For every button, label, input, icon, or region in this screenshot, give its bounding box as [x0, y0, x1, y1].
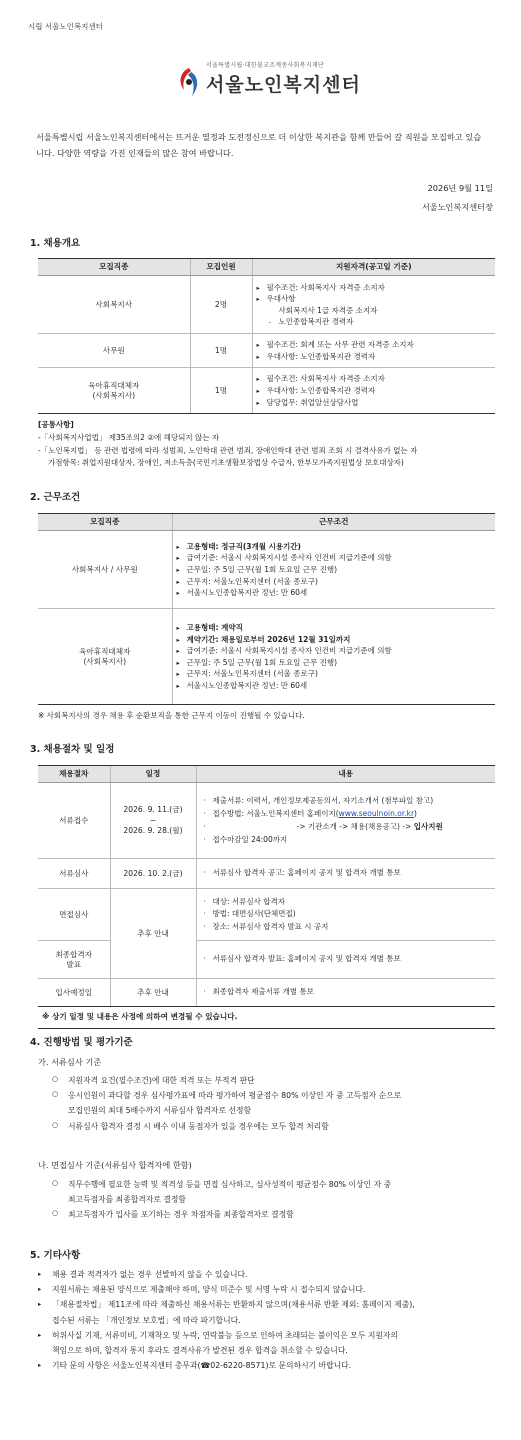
date-end: 2026. 9. 28.(월) — [123, 825, 183, 835]
qual-item: ▸ 필수조건: 사회복지사 자격증 소지자 — [257, 282, 492, 294]
content-item: · 최종합격자 제출서류 개별 통보 — [201, 986, 492, 999]
misc-item: ▸ 「채용절차법」 제11조에 따라 제출하신 채용서류는 반환하지 않으며(채용서류 반환 제외: 홈페이지 제출), — [38, 1297, 495, 1312]
job-label: 육아휴직대체자 — [88, 380, 140, 390]
cond-item: ▸ 고용형태: 계약직 — [177, 622, 492, 634]
cond-item: ▸ 급여기준: 서울시 사회복지시설 종사자 인건비 지급기준에 의함 — [177, 645, 492, 657]
qual-item: ▸ 담당업무: 취업알선상담사업 — [257, 397, 492, 409]
criteria-item: 최고득점자를 최종합격자로 결정함 — [68, 1195, 186, 1205]
criteria-item: ○ 지원자격 요건(필수조건)에 대한 적격 또는 부적격 판단 — [52, 1073, 492, 1088]
table-row — [38, 783, 495, 859]
table-header: 모집직종 — [38, 514, 172, 531]
misc-item: ▸ 기타 문의 사항은 서울노인복지센터 총무과(☎02-6220-8571)로 문의하시기 바랍니다. — [38, 1358, 495, 1373]
table-row — [38, 368, 495, 414]
cond-cell — [172, 531, 495, 609]
cond-item: ▸ 서울시노인종합복지관 정년: 만 60세 — [177, 680, 492, 692]
qual-item: ▸ 필수조건: 사회복지사 자격증 소지자 — [257, 373, 492, 385]
common-notes — [38, 419, 495, 470]
job-cell: 사무원 — [38, 334, 190, 368]
step-cell: 서류접수 — [38, 783, 110, 859]
content-text: ) — [414, 809, 417, 818]
job-cell: 사회복지사 — [38, 276, 190, 334]
notice-signer: 서울노인복지센터장 — [421, 202, 493, 212]
criteria-item: ○ 직무수행에 필요한 능력 및 적격성 등을 면접 심사하고, 심사성적이 평균점수 80% 이상인 자 중 — [52, 1177, 492, 1192]
count-cell: 1명 — [190, 334, 252, 368]
cond-item: ▸ 계약기간: 채용일로부터 2026년 12월 31일까지 — [177, 634, 492, 646]
intro-text: 서울특별시립 서울노인복지센터에서는 뜨거운 열정과 도전정신으로 더 이상한 복지관을 함께 만들어 갈 직원을 모집하고 있습니다. 다양한 역량을 가진 인재들의 많은 참여 바랍니다. — [36, 132, 482, 158]
job-label: 육아휴직대체자 — [79, 646, 131, 656]
table-header: 일정 — [110, 766, 196, 783]
org-label: 시립 서울노인복지센터 — [28, 22, 103, 31]
table-row — [38, 979, 495, 1007]
qual-cell — [252, 276, 495, 334]
subsection-interview: 나. 면접심사 기준(서류심사 합격자에 한함) — [38, 1160, 192, 1170]
document-review-criteria — [52, 1073, 492, 1134]
apply-label: 입사지원 — [413, 821, 443, 831]
job-label-sub: (사회복지사) — [83, 656, 127, 666]
interview-criteria — [52, 1177, 492, 1223]
date-cell — [110, 783, 196, 859]
misc-item: ▸ 채용 결과 적격자가 없는 경우 선발하지 않을 수 있습니다. — [38, 1267, 495, 1282]
criteria-item: ○ 서류심사 합격자 결정 시 배수 이내 동점자가 있을 경우에는 모두 합격 처리함 — [52, 1119, 492, 1134]
cond-cell — [172, 609, 495, 705]
table-header: 모집인원 — [190, 259, 252, 276]
job-cell: 사회복지사 / 사무원 — [38, 531, 172, 609]
step-cell — [38, 941, 110, 979]
step-cell: 입사예정일 — [38, 979, 110, 1007]
count-cell: 1명 — [190, 368, 252, 414]
criteria-item: ○ 최고득점자가 입사를 포기하는 경우 차점자를 최종합격자로 결정함 — [52, 1207, 492, 1222]
content-item: · 방법: 대면심사(단체면접) — [201, 908, 492, 921]
table-row — [38, 889, 495, 941]
common-item: 가점항목: 취업지원대상자, 장애인, 저소득층(국민기초생활보장법상 수급자, 한부모가족지원법상 보호대상자) — [48, 458, 404, 468]
table-row — [38, 859, 495, 889]
table-header: 지원자격(공고일 기준) — [252, 259, 495, 276]
table-header: 내용 — [196, 766, 495, 783]
cond-item: ▸ 급여기준: 서울시 사회복지시설 종사자 인건비 지급기준에 의함 — [177, 552, 492, 564]
qual-item: 사회복지사 1급 자격증 소지자 — [278, 305, 378, 315]
content-cell — [196, 941, 495, 979]
misc-item: 접수된 서류는 「개인정보 보호법」에 따라 파기합니다. — [52, 1315, 241, 1325]
date-start: 2026. 9. 11.(금) — [123, 805, 183, 815]
center-logo — [176, 62, 361, 106]
notice-date: 2026년 9월 11일 — [427, 183, 493, 193]
logo-subtitle: 서울특별시립·대한불교조계종사회복지재단 — [206, 62, 325, 69]
date-separator: ~ — [149, 815, 157, 825]
content-item: · 대상: 서류심사 합격자 — [201, 896, 492, 909]
schedule-note: ※ 상기 일정 및 내용은 사정에 의하여 변경될 수 있습니다. — [38, 1007, 495, 1028]
content-text: -> 기관소개 -> 채용(채용공고) -> — [296, 821, 414, 831]
section-title-evaluation: 4. 진행방법 및 평가기준 — [30, 1037, 133, 1048]
content-item: · 접수마감일 24:00까지 — [201, 834, 492, 847]
cond-item: ▸ 고용형태: 정규직(3개월 시용기간) — [177, 541, 492, 553]
subsection-document-review: 가. 서류심사 기준 — [38, 1057, 102, 1067]
misc-item: 책임으로 하며, 합격자 통지 후라도 결격사유가 발견된 경우 합격을 취소할 수 있습니다. — [52, 1346, 348, 1356]
step-cell: 면접심사 — [38, 889, 110, 941]
common-item: -「사회복지사업법」 제35조의2 ②에 해당되지 않는 자 — [38, 432, 220, 442]
job-label-sub: (사회복지사) — [92, 390, 136, 400]
cond-item: ▸ 서울시노인종합복지관 정년: 만 60세 — [177, 587, 492, 599]
misc-item: ▸ 허위사실 기재, 서류미비, 기재착오 및 누락, 연락불능 등으로 인하여 초래되는 불이익은 모두 지원자의 — [38, 1328, 495, 1343]
table-header: 근무조건 — [172, 514, 495, 531]
qual-item: ▸ 우대사항 — [257, 293, 492, 305]
criteria-item: 모집인원의 최대 5배수까지 서류심사 합격자로 선정함 — [68, 1106, 252, 1116]
job-cell — [38, 609, 172, 705]
job-cell — [38, 368, 190, 414]
content-cell — [196, 783, 495, 859]
date-cell: 2026. 10. 2.(금) — [110, 859, 196, 889]
content-cell — [196, 859, 495, 889]
section-title-schedule: 3. 채용절차 및 일정 — [30, 744, 115, 755]
table-header: 채용절차 — [38, 766, 110, 783]
content-item: · 서류심사 합격자 발표: 홈페이지 공지 및 합격자 개별 통보 — [201, 953, 492, 966]
count-cell: 2명 — [190, 276, 252, 334]
cond-item: ▸ 근무일: 주 5일 근무(월 1회 토요일 근무 진행) — [177, 564, 492, 576]
step-cell: 서류심사 — [38, 859, 110, 889]
cond-item: ▸ 근무지: 서울노인복지센터 (서울 종로구) — [177, 576, 492, 588]
date-cell: 추후 안내 — [110, 889, 196, 979]
content-item — [201, 821, 492, 834]
content-item: · 서류심사 합격자 공고: 홈페이지 공지 및 합격자 개별 통보 — [201, 867, 492, 880]
misc-list — [38, 1267, 495, 1373]
qual-item: ▸ 우대사항: 노인종합복지관 경력자 — [257, 385, 492, 397]
table-row — [38, 609, 495, 705]
cond-item: ▸ 근무지: 서울노인복지센터 (서울 종로구) — [177, 668, 492, 680]
homepage-link[interactable]: www.seoulnoin.or.kr — [338, 809, 415, 818]
table-row — [38, 276, 495, 334]
table-row — [38, 531, 495, 609]
content-item: · 장소: 서류심사 합격자 발표 시 공지 — [201, 921, 492, 934]
content-cell — [196, 979, 495, 1007]
conditions-table — [38, 513, 495, 705]
table-row — [38, 941, 495, 979]
table-row — [38, 334, 495, 368]
content-item — [201, 808, 492, 821]
common-item: -「노인복지법」 등 관련 법령에 따라 성범죄, 노인학대 관련 범죄, 장애인학대 관련 범죄 조회 시 결격사유가 없는 자 — [38, 445, 418, 455]
misc-item: ▸ 지원서류는 채용된 양식으로 제출해야 하며, 양식 미준수 및 서명 누락 시 접수되지 않습니다. — [38, 1282, 495, 1297]
content-item: · 제출서류: 이력서, 개인정보제공동의서, 자기소개서 (첨부파일 참고) — [201, 795, 492, 808]
center-logo-icon — [176, 66, 202, 98]
logo-title: 서울노인복지센터 — [206, 74, 361, 96]
section-title-overview: 1. 채용개요 — [30, 238, 81, 249]
table-header: 모집직종 — [38, 259, 190, 276]
qual-item: ▸ 우대사항: 노인종합복지관 경력자 — [257, 351, 492, 363]
content-text: 접수방법: 서울노인복지센터 홈페이지( — [212, 809, 339, 818]
schedule-table — [38, 765, 495, 1029]
qual-cell — [252, 334, 495, 368]
common-title: [공통사항] — [38, 420, 74, 429]
qual-item: ▸ 필수조건: 회계 또는 사무 관련 자격증 소지자 — [257, 339, 492, 351]
date-cell: 추후 안내 — [110, 979, 196, 1007]
section-title-conditions: 2. 근무조건 — [30, 492, 81, 503]
step-label: 최종합격자 — [55, 949, 93, 959]
qual-cell — [252, 368, 495, 414]
criteria-item: ○ 응시인원이 과다할 경우 심사평가표에 따라 평가하여 평균점수 80% 이상인 자 중 고득점자 순으로 — [52, 1088, 492, 1103]
conditions-note: ※ 사회복지사의 경우 채용 후 순환보직을 통한 근무지 이동이 진행될 수 있습니다. — [38, 711, 305, 720]
section-title-misc: 5. 기타사항 — [30, 1250, 81, 1261]
overview-table — [38, 258, 495, 414]
content-cell — [196, 889, 495, 941]
cond-item: ▸ 근무일: 주 5일 근무(월 1회 토요일 근무 진행) — [177, 657, 492, 669]
qual-item: - 노인종합복지관 경력자 — [257, 316, 492, 328]
step-label-sub: 발표 — [66, 959, 82, 969]
